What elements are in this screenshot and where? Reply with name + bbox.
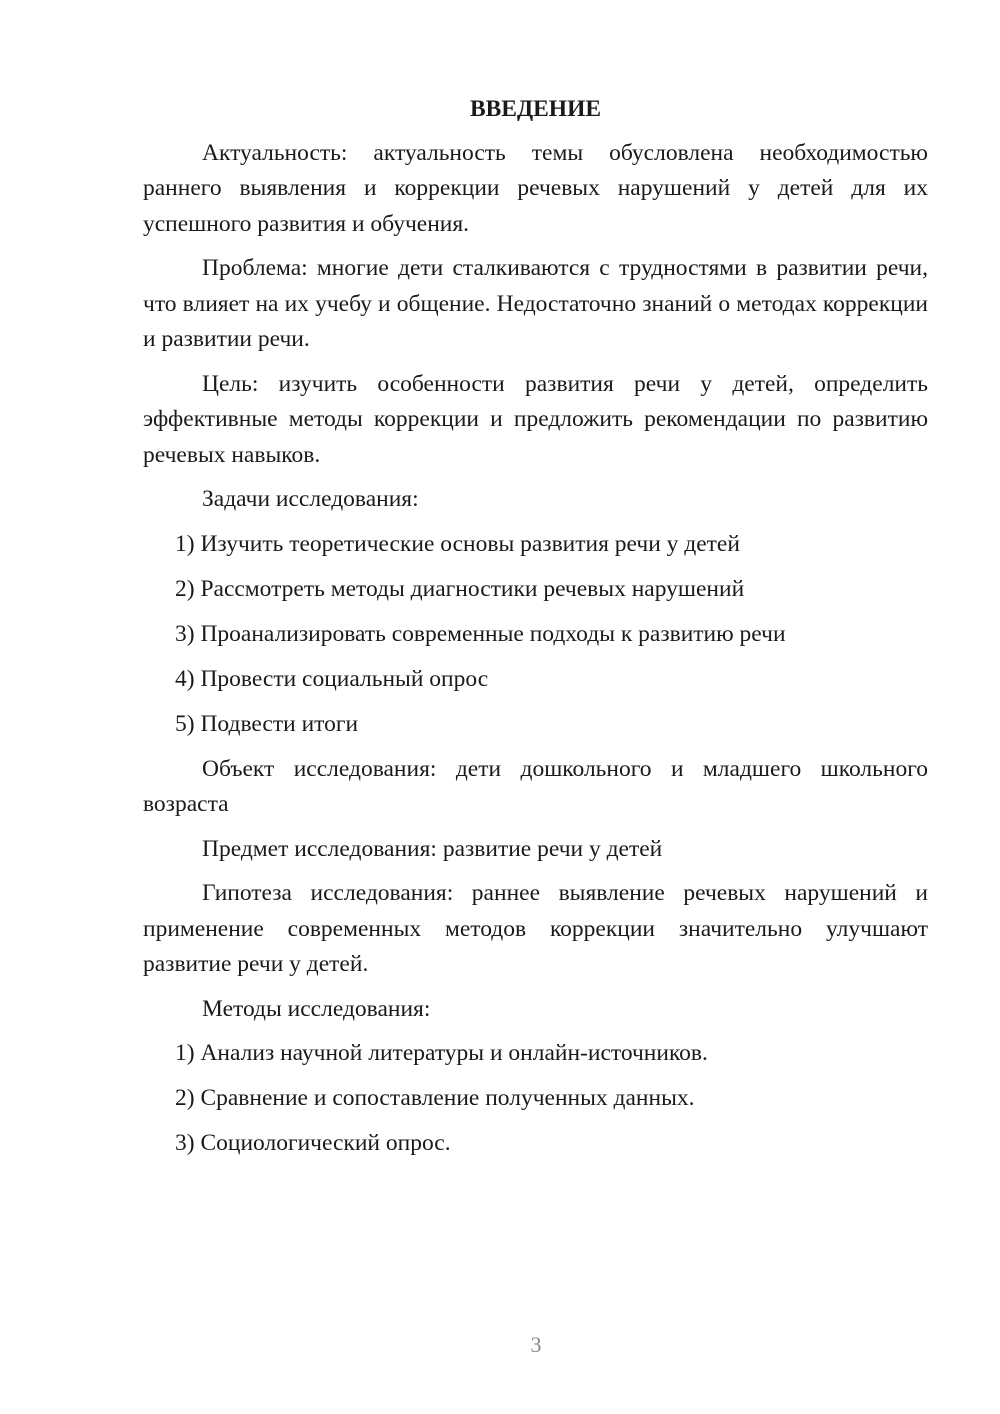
tasks-list bbox=[143, 527, 928, 743]
problem-paragraph: Проблема: многие дети сталкиваются с трудностями в развитии речи, что влияет на их учебу и общение. Недостаточно знаний о методах коррекции и развитии речи. bbox=[143, 255, 928, 352]
page-number: 3 bbox=[530, 1332, 542, 1357]
methods-list bbox=[143, 1036, 928, 1162]
object-paragraph: Объект исследования: дети дошкольного и младшего школьного возраста bbox=[143, 755, 928, 817]
list-item: 5) Подвести итоги bbox=[175, 710, 359, 737]
page-content bbox=[143, 92, 928, 1171]
list-item: 4) Провести социальный опрос bbox=[175, 665, 489, 692]
list-item: 2) Сравнение и сопоставление полученных данных. bbox=[175, 1085, 695, 1111]
section-title: ВВЕДЕНИЕ bbox=[469, 96, 602, 122]
subject-paragraph: Предмет исследования: развитие речи у детей bbox=[202, 835, 663, 862]
list-item: 3) Проанализировать современные подходы к развитию речи bbox=[175, 620, 786, 647]
hypothesis-paragraph: Гипотеза исследования: раннее выявление речевых нарушений и применение современных методов коррекции значительно улучшают развитие речи у детей. bbox=[143, 880, 928, 977]
list-item: 1) Анализ научной литературы и онлайн-источников. bbox=[175, 1040, 708, 1066]
list-item: 2) Рассмотреть методы диагностики речевых нарушений bbox=[175, 575, 745, 602]
list-item: 3) Социологический опрос. bbox=[175, 1130, 451, 1156]
methods-heading: Методы исследования: bbox=[202, 995, 431, 1022]
goal-paragraph: Цель: изучить особенности развития речи у детей, определить эффективные методы коррекции и предложить рекомендации по развитию речевых навыков. bbox=[143, 370, 928, 468]
list-item: 1) Изучить теоретические основы развития речи у детей bbox=[175, 530, 740, 557]
relevance-paragraph: Актуальность: актуальность темы обусловлена необходимостью раннего выявления и коррекции речевых нарушений у детей для их успешного развития и обучения. bbox=[143, 139, 928, 237]
tasks-heading: Задачи исследования: bbox=[202, 486, 419, 512]
